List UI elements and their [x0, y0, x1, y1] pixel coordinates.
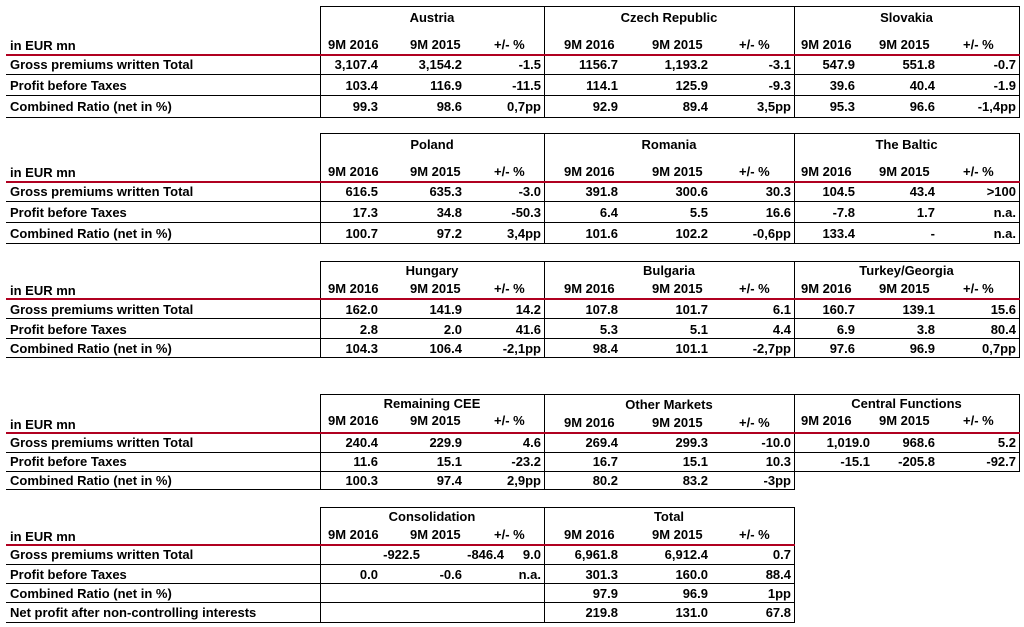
group-title-slovakia: Slovakia: [880, 10, 933, 25]
table-cell: 5.2: [997, 435, 1016, 450]
table-cell: 125.9: [675, 78, 708, 93]
col-header: +/- %: [739, 164, 770, 179]
table-cell: 1.7: [916, 205, 935, 220]
table-cell: 34.8: [436, 205, 462, 220]
table-cell: -92.7: [986, 454, 1016, 469]
col-header: 9M 2016: [801, 37, 852, 52]
col-header: +/- %: [739, 415, 770, 430]
row-label-gross-premiums: Gross premiums written Total: [10, 547, 194, 562]
col-header: 9M 2015: [410, 413, 461, 428]
group-title-poland: Poland: [410, 137, 454, 152]
table-cell: 160.0: [675, 567, 708, 582]
row-label-combined-ratio: Combined Ratio (net in %): [10, 99, 172, 114]
table-cell: -11.5: [512, 78, 541, 93]
table-cell: 5.5: [689, 205, 708, 220]
row-label-profit-before-taxes: Profit before Taxes: [10, 454, 127, 469]
col-header: 9M 2016: [564, 37, 615, 52]
table-cell: 269.4: [585, 435, 618, 450]
row-label-gross-premiums: Gross premiums written Total: [10, 184, 194, 199]
col-header: 9M 2016: [801, 281, 852, 296]
table-cell: -50.3: [511, 205, 541, 220]
table-cell: 14.2: [515, 302, 541, 317]
row-label-profit-before-taxes: Profit before Taxes: [10, 78, 127, 93]
table-cell: 5.1: [689, 322, 708, 337]
table-cell: 3,4pp: [507, 226, 541, 241]
table-cell: -1,4pp: [977, 99, 1016, 114]
table-cell: 0,7pp: [982, 341, 1016, 356]
col-header: +/- %: [739, 37, 770, 52]
col-header: +/- %: [963, 37, 994, 52]
col-header: +/- %: [494, 37, 525, 52]
table-cell: 139.1: [902, 302, 935, 317]
table-block-austria-czech-slovakia: [6, 6, 1020, 118]
table-cell: 97.2: [436, 226, 462, 241]
col-header: 9M 2015: [879, 164, 930, 179]
table-cell: -205.8: [898, 454, 935, 469]
table-cell: 80.2: [592, 473, 618, 488]
group-title-consolidation: Consolidation: [388, 509, 476, 524]
unit-label: in EUR mn: [10, 165, 76, 180]
table-cell: n.a.: [993, 226, 1016, 241]
row-label-net-profit: Net profit after non-controlling interests: [10, 605, 257, 620]
table-cell: 96.9: [682, 586, 708, 601]
table-cell: 160.7: [822, 302, 855, 317]
table-cell: 100.7: [345, 226, 378, 241]
col-header: 9M 2016: [328, 527, 379, 542]
table-cell: 2.0: [443, 322, 462, 337]
table-cell: 99.3: [352, 99, 378, 114]
col-header: 9M 2015: [652, 415, 703, 430]
table-cell: 97.4: [436, 473, 462, 488]
table-cell: 39.6: [829, 78, 855, 93]
table-cell: 229.9: [429, 435, 462, 450]
table-cell: 17.3: [352, 205, 378, 220]
col-header: 9M 2015: [410, 164, 461, 179]
col-header: 9M 2016: [328, 164, 379, 179]
col-header: 9M 2016: [328, 413, 379, 428]
table-cell: 1pp: [767, 586, 791, 601]
row-label-gross-premiums: Gross premiums written Total: [10, 57, 194, 72]
table-cell: 101.6: [585, 226, 618, 241]
col-header: +/- %: [494, 527, 525, 542]
table-cell: -: [930, 226, 935, 241]
table-cell: 141.9: [429, 302, 462, 317]
table-cell: 16.7: [592, 454, 618, 469]
table-cell: >100: [986, 184, 1016, 199]
table-cell: 96.9: [909, 341, 935, 356]
table-cell: 6.9: [836, 322, 855, 337]
table-cell: 116.9: [430, 78, 462, 93]
table-cell: 15.1: [436, 454, 462, 469]
unit-label: in EUR mn: [10, 283, 76, 298]
col-header: +/- %: [963, 281, 994, 296]
row-label-gross-premiums: Gross premiums written Total: [10, 302, 194, 317]
table-cell: 162.0: [345, 302, 378, 317]
table-cell: -922.5: [383, 547, 420, 562]
table-cell: 1,019.0: [826, 435, 870, 450]
col-header: 9M 2015: [879, 281, 930, 296]
table-cell: 95.3: [829, 99, 855, 114]
table-cell: 3,154.2: [418, 57, 462, 72]
col-header: 9M 2016: [328, 281, 379, 296]
table-cell: 1156.7: [578, 57, 618, 72]
table-cell: 5.3: [599, 322, 618, 337]
table-cell: 4.6: [522, 435, 541, 450]
table-cell: 6,961.8: [574, 547, 618, 562]
col-header: +/- %: [494, 164, 525, 179]
table-cell: 67.8: [765, 605, 791, 620]
table-cell: 300.6: [675, 184, 708, 199]
col-header: 9M 2016: [564, 164, 615, 179]
table-block-cee-other-central: [6, 394, 1020, 490]
table-cell: 96.6: [909, 99, 935, 114]
col-header: +/- %: [494, 413, 525, 428]
group-title-total: Total: [653, 509, 685, 524]
table-cell: 616.5: [345, 184, 378, 199]
table-cell: 80.4: [990, 322, 1016, 337]
col-header: 9M 2015: [652, 164, 703, 179]
table-cell: -0.7: [993, 57, 1016, 72]
table-cell: 551.8: [902, 57, 935, 72]
table-cell: -3.1: [768, 57, 791, 72]
table-cell: 6.4: [599, 205, 618, 220]
table-cell: 4.4: [772, 322, 791, 337]
col-header: 9M 2016: [564, 415, 615, 430]
table-cell: 2.8: [359, 322, 378, 337]
table-cell: 101.1: [675, 341, 708, 356]
col-header: +/- %: [963, 413, 994, 428]
table-cell: 107.8: [585, 302, 618, 317]
table-cell: -0,6pp: [752, 226, 791, 241]
row-label-combined-ratio: Combined Ratio (net in %): [10, 473, 172, 488]
group-title-central-functions: Central Functions: [851, 396, 962, 411]
table-cell: 1,193.2: [664, 57, 708, 72]
table-cell: 100.3: [345, 473, 378, 488]
table-cell: 635.3: [429, 184, 462, 199]
col-header: +/- %: [739, 527, 770, 542]
table-cell: 89.4: [682, 99, 708, 114]
table-cell: 0,7pp: [507, 99, 541, 114]
col-header: +/- %: [963, 164, 994, 179]
table-cell: 114.1: [586, 78, 618, 93]
col-header: 9M 2016: [564, 281, 615, 296]
col-header: 9M 2016: [801, 413, 852, 428]
col-header: 9M 2015: [410, 281, 461, 296]
table-cell: -10.0: [761, 435, 791, 450]
row-label-profit-before-taxes: Profit before Taxes: [10, 567, 127, 582]
table-cell: -3pp: [763, 473, 791, 488]
table-cell: 16.6: [765, 205, 791, 220]
table-cell: 3,5pp: [757, 99, 791, 114]
group-title-other-markets: Other Markets: [625, 397, 713, 412]
table-cell: 9.0: [522, 547, 541, 562]
table-cell: 301.3: [585, 567, 618, 582]
table-cell: 133.4: [822, 226, 855, 241]
table-cell: 219.8: [585, 605, 618, 620]
table-cell: 547.9: [822, 57, 855, 72]
table-cell: -15.1: [840, 454, 870, 469]
unit-label: in EUR mn: [10, 38, 76, 53]
table-cell: -0.6: [439, 567, 462, 582]
table-cell: 391.8: [585, 184, 618, 199]
table-cell: 15.1: [682, 454, 708, 469]
table-cell: 40.4: [909, 78, 935, 93]
table-cell: 103.4: [345, 78, 378, 93]
table-cell: -2,7pp: [752, 341, 791, 356]
group-title-czech-republic: Czech Republic: [620, 10, 718, 25]
group-title-austria: Austria: [409, 10, 455, 25]
table-cell: 41.6: [515, 322, 541, 337]
table-cell: 98.6: [436, 99, 462, 114]
table-cell: -1.9: [993, 78, 1016, 93]
row-label-profit-before-taxes: Profit before Taxes: [10, 205, 127, 220]
table-cell: 6,912.4: [664, 547, 708, 562]
table-cell: 101.7: [675, 302, 708, 317]
unit-label: in EUR mn: [10, 529, 76, 544]
table-cell: 10.3: [765, 454, 791, 469]
row-label-gross-premiums: Gross premiums written Total: [10, 435, 194, 450]
row-label-profit-before-taxes: Profit before Taxes: [10, 322, 127, 337]
group-title-bulgaria: Bulgaria: [642, 263, 695, 278]
table-cell: -7.8: [832, 205, 855, 220]
table-cell: 11.6: [353, 454, 378, 469]
col-header: 9M 2015: [879, 37, 930, 52]
group-title-the-baltic: The Baltic: [875, 137, 938, 152]
table-cell: -23.2: [511, 454, 541, 469]
table-cell: 240.4: [345, 435, 378, 450]
table-cell: 104.5: [822, 184, 855, 199]
group-title-hungary: Hungary: [405, 263, 459, 278]
group-title-remaining-cee: Remaining CEE: [383, 396, 481, 411]
table-cell: 131.0: [675, 605, 708, 620]
col-header: 9M 2015: [652, 37, 703, 52]
col-header: 9M 2015: [410, 527, 461, 542]
col-header: 9M 2015: [652, 527, 703, 542]
table-cell: 3.8: [916, 322, 935, 337]
table-cell: 43.4: [909, 184, 935, 199]
table-cell: 3,107.4: [334, 57, 378, 72]
table-cell: -9.3: [768, 78, 791, 93]
table-cell: 102.2: [675, 226, 708, 241]
table-cell: 15.6: [990, 302, 1016, 317]
table-cell: 97.9: [592, 586, 618, 601]
table-cell: -1.5: [518, 57, 541, 72]
table-block-hungary-bulgaria-turkey: [6, 261, 1020, 358]
col-header: +/- %: [494, 281, 525, 296]
table-cell: -2,1pp: [502, 341, 541, 356]
table-cell: 2,9pp: [507, 473, 541, 488]
col-header: 9M 2016: [328, 37, 379, 52]
unit-label: in EUR mn: [10, 417, 76, 432]
table-cell: 104.3: [345, 341, 378, 356]
table-cell: 299.3: [675, 435, 708, 450]
table-cell: 968.6: [902, 435, 935, 450]
table-cell: -846.4: [467, 547, 504, 562]
table-cell: 98.4: [592, 341, 618, 356]
col-header: +/- %: [739, 281, 770, 296]
table-cell: -3.0: [518, 184, 541, 199]
table-cell: 88.4: [765, 567, 791, 582]
table-cell: 0.0: [359, 567, 378, 582]
table-cell: 97.6: [829, 341, 855, 356]
table-cell: 83.2: [682, 473, 708, 488]
table-cell: 30.3: [765, 184, 791, 199]
col-header: 9M 2015: [652, 281, 703, 296]
table-block-poland-romania-baltic: [6, 133, 1020, 244]
table-cell: n.a.: [993, 205, 1016, 220]
table-cell: 0.7: [772, 547, 791, 562]
table-cell: 92.9: [592, 99, 618, 114]
row-label-combined-ratio: Combined Ratio (net in %): [10, 341, 172, 356]
col-header: 9M 2015: [879, 413, 930, 428]
group-title-turkey-georgia: Turkey/Georgia: [859, 263, 954, 278]
table-cell: 6.1: [772, 302, 791, 317]
row-label-combined-ratio: Combined Ratio (net in %): [10, 586, 172, 601]
table-block-consolidation-total: [6, 507, 796, 623]
group-title-romania: Romania: [641, 137, 697, 152]
col-header: 9M 2016: [564, 527, 615, 542]
table-cell: n.a.: [518, 567, 541, 582]
col-header: 9M 2015: [410, 37, 461, 52]
col-header: 9M 2016: [801, 164, 852, 179]
table-cell: 106.4: [429, 341, 462, 356]
row-label-combined-ratio: Combined Ratio (net in %): [10, 226, 172, 241]
